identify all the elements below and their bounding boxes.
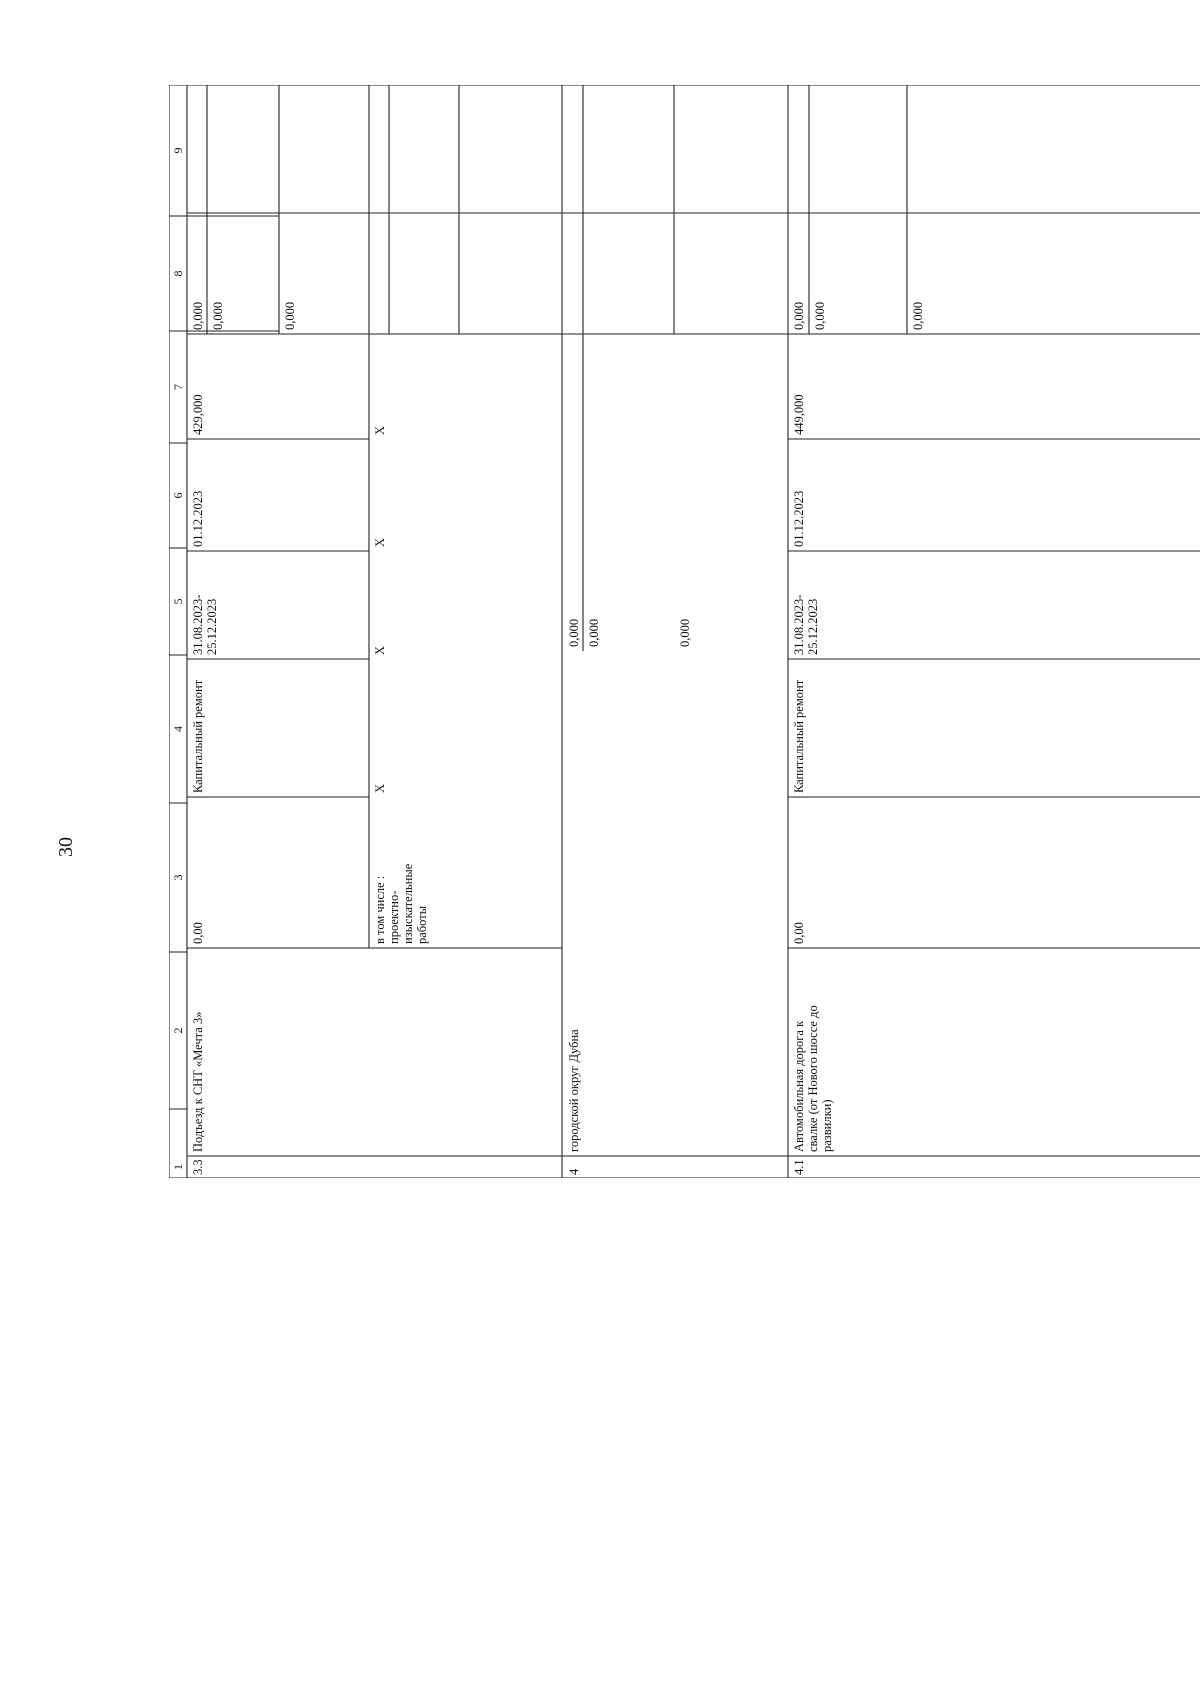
cell-c8: 0,000	[911, 301, 925, 330]
cell-c8: 0,000	[191, 301, 205, 330]
cell-c8: 0,000	[283, 301, 297, 330]
cell-c8: 0,000	[792, 301, 806, 330]
col-header-6: 6	[171, 492, 185, 499]
cell-c8: 0,000	[813, 301, 827, 330]
object-name: Подъезд к СНТ «Мечта 3»	[191, 1011, 205, 1152]
cell-c7: 429,000	[191, 394, 205, 435]
cell-c8: 0,000	[587, 618, 601, 647]
cell-c3: 0,00	[792, 922, 806, 944]
budget-table	[169, 85, 1200, 1178]
cell-c7: 449,000	[792, 394, 806, 435]
cell-c5: X	[373, 783, 387, 793]
col-header-8: 8	[171, 270, 185, 277]
col-header-7: 7	[171, 384, 185, 390]
completion-date: 01.12.2023	[792, 490, 806, 547]
col-header-9: 9	[171, 147, 185, 154]
subitem-description: в том числе : проектно- изыскательные работы	[373, 863, 429, 944]
cell-c8: 0,000	[567, 618, 581, 647]
row-number: 4	[567, 1168, 581, 1175]
col-header-5: 5	[171, 598, 185, 605]
work-type: Капитальный ремонт	[792, 679, 806, 793]
col-header-1: 1	[171, 1164, 185, 1170]
completion-date: 01.12.2023	[191, 490, 205, 547]
cell-c7: X	[373, 537, 387, 547]
district-name: городской округ Дубна	[567, 1029, 581, 1152]
cell-c8: 0,000	[211, 301, 225, 330]
cell-c3: 0,00	[191, 922, 205, 944]
cell-c8: 0,000	[678, 618, 692, 647]
col-header-4: 4	[171, 726, 185, 732]
object-name: Автомобильная дорога к свалке (от Нового шоссе до развилки)	[792, 1005, 834, 1152]
col-header-2: 2	[171, 1027, 185, 1034]
cell-c8: X	[373, 425, 387, 435]
page-number: 30	[55, 837, 77, 857]
work-period: 31.08.2023- 25.12.2023	[191, 594, 219, 655]
row-number: 4.1	[792, 1159, 806, 1175]
work-period: 31.08.2023- 25.12.2023	[792, 594, 820, 655]
col-header-3: 3	[171, 874, 185, 881]
cell-c6: X	[373, 645, 387, 655]
row-number: 3.3	[191, 1159, 205, 1175]
work-type: Капитальный ремонт	[191, 679, 205, 793]
